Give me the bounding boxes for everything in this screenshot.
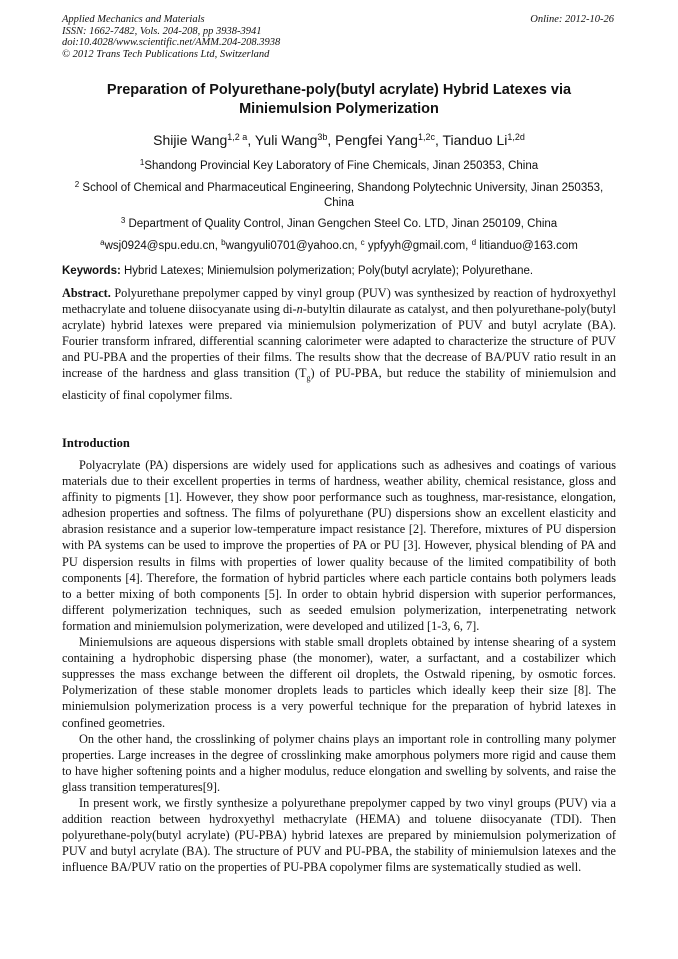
keywords-label: Keywords: <box>62 265 121 277</box>
intro-paragraph: On the other hand, the crosslinking of polymer chains plays an important role in controlling many polymer properties. Large increases in the degree of crosslinking make amorphous polymers more rigid and cause them to have higher softening points and a higher modulus, reduce elongation and swelling by solvents, and raise the glass transition temperatures[9]. <box>62 731 616 794</box>
email[interactable]: $^b$wangyuli0701@yahoo.cn, <box>221 238 361 252</box>
journal-name: Applied Mechanics and Materials <box>62 14 205 25</box>
title-line-2: Miniemulsion Polymerization <box>239 101 439 117</box>
author-list <box>62 127 616 150</box>
keywords-text: Hybrid Latexes; Miniemulsion polymerization; Poly(butyl acrylate); Polyurethane. <box>120 265 534 277</box>
section-heading-introduction: Introduction <box>62 436 130 450</box>
keywords <box>62 264 616 278</box>
paper-title <box>62 81 616 119</box>
author: Pengfei Yang$^{1,2c}$, <box>335 132 443 148</box>
journal-header <box>62 14 392 60</box>
title-line-1: Preparation of Polyurethane-poly(butyl acrylate) Hybrid Latexes via <box>106 82 572 98</box>
copyright-line: © 2012 Trans Tech Publications Ltd, Switzerland <box>62 48 270 60</box>
intro-paragraph: Polyacrylate (PA) dispersions are widely used for applications such as adhesives and coatings of various materials due to their excellent properties in terms of hardness, weather ability, chemical resistance, gloss and affinity to pigments [1]. However, they show poor performance such as toughness, mar-resistance, elongation, adhesion properties and softness. The films of polyurethane (PU) dispersions show an excellent elasticity and abrasion resistance and a superior low-temperature impact resistance [2]. Therefore, mixtures of PU dispersion with PA systems can be used to improve the properties of PA or PU [3]. However, physical blending of PA and PU dispersion results in films with properties of lower quality because of the limited compatibility of both components [4]. Therefore, the formation of hybrid particles where each particle contains both polymers leads to a better mixing of both components [5]. In order to obtain hybrid dispersion with superior performances, different polymerization techniques, such as seeded emulsion polymerization, interpenetrating network formation and miniemulsion polymerization, were developed and utilized [1-3, 6, 7]. <box>62 458 616 633</box>
author: Tianduo $Li^{1,2d}$ <box>442 132 525 148</box>
affiliation-3: $^3$ Department of Quality Control, Jinan Gengchen Steel Co. LTD, Jinan 250109, China <box>120 216 558 230</box>
email-list <box>62 236 616 254</box>
author: Yuli Wang$^{3b}$, <box>254 132 336 148</box>
issn-line: ISSN: 1662-7482, Vols. 204-208, pp 3938-3941 <box>62 25 262 37</box>
online-date: Online: 2012-10-26 <box>530 14 614 25</box>
email[interactable]: $^d$ litianduo@163.com <box>471 238 578 252</box>
affiliation-2: $^2$ School of Chemical and Pharmaceutical Engineering, Shandong Polytechnic University, Jinan 250353, China <box>74 180 604 209</box>
intro-paragraph: In present work, we firstly synthesize a polyurethane prepolymer capped by two vinyl groups (PUV) via a addition reaction between hydroxyethyl methacrylate (HEMA) and toluene diisocyanate (TDI). Then polyurethane-poly(butyl acrylate) (PU-PBA) hybrid latexes are prepared by miniemulsion polymerization of PUV and butyl acrylate (BA). The structure of PUV and PU-PBA, the stability of miniemulsion latexes and the influence BA/PUV ratio on the properties of PU-PBA copolymer films are systematically studied as well. <box>62 795 616 875</box>
doi-line[interactable]: doi:10.4028/www.scientific.net/AMM.204-208.3938 <box>62 37 281 48</box>
abstract-label: Abstract. <box>62 286 111 300</box>
email[interactable]: $^c$ ypfyyh@gmail.com, <box>360 238 472 252</box>
intro-paragraph: Miniemulsions are aqueous dispersions with stable small droplets obtained by intense shearing of a system containing a hydrophobic dispersing phase (the monomer), water, a surfactant, and a costabilizer which suppresses the mass exchange between the different oil droplets, the Ostwald ripening, by osmotic forces. Polymerization of these stable monomer droplets leads to particles which ideally keep their size [8]. The miniemulsion polymerization process is a very powerful technique for the preparation of hybrid latexes in confined geometries. <box>62 635 616 730</box>
email[interactable]: $^a$wsj0924@spu.edu.cn, <box>100 238 222 252</box>
abstract: Abstract. Polyurethane prepolymer capped by vinyl group (PUV) was synthesized by reaction of hydroxyethyl methacrylate and toluene diisocyanate using di-n-butyltin dilaurate as catalyst, and then polyurethane-poly(butyl acrylate) hybrid latexes were prepared via miniemulsion polymerization of PUV and butyl acrylate (BA). Fourier transform infrared, differential scanning calorimeter were adapted to characterize the structure of PUV and PU-PBA and the properties of their films. The results show that the decrease of BA/PUV ratio result in an increase of the hardness and glass transition $(T_g)$ of PU-PBA, but reduce the stability of miniemulsion and elasticity of final copolymer films. <box>62 286 616 403</box>
author: Shijie Wang$^{1,2 a}$, <box>153 132 255 148</box>
affiliation-1: $^1$Shandong Provincial Key Laboratory of Fine Chemicals, Jinan 250353, China <box>139 158 539 172</box>
introduction-body <box>62 457 616 875</box>
